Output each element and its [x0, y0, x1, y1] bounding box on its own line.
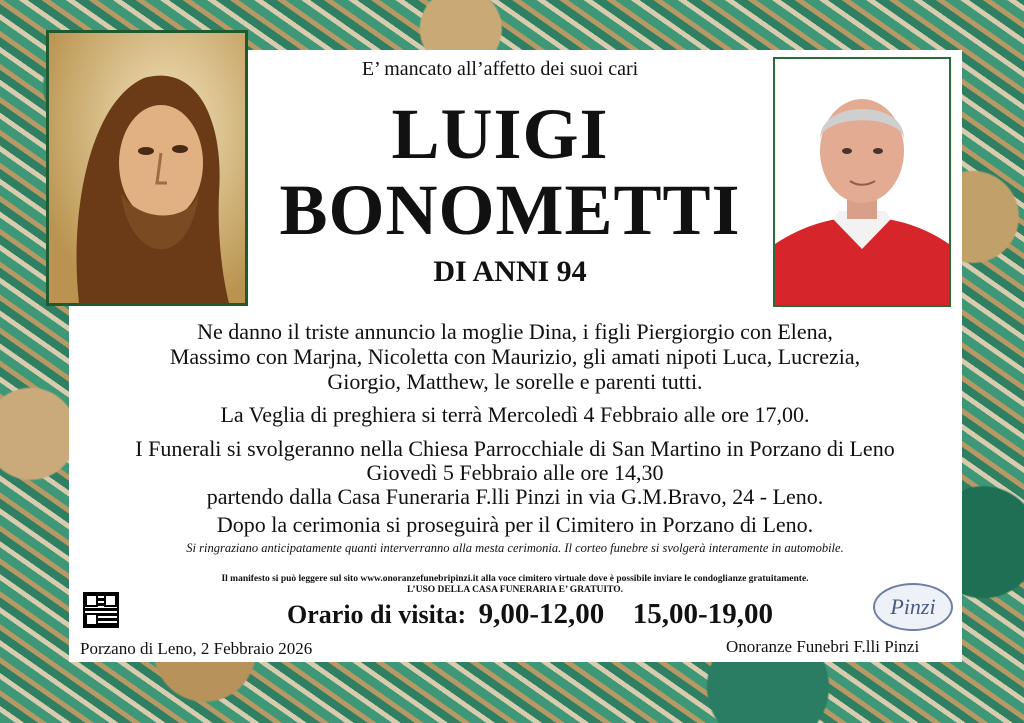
funeral-home-name: Onoranze Funebri F.lli Pinzi	[726, 637, 920, 656]
thanks-line: Si ringraziano anticipatamente quanti interverranno alla mesta cerimonia. Il corteo funebre si svolgerà interamente in automobile.	[186, 541, 844, 555]
free-use-note: L’USO DELLA CASA FUNERARIA E’ GRATUITO.	[406, 585, 624, 595]
place-and-date: Porzano di Leno, 2 Febbraio 2026	[80, 639, 313, 658]
online-note: Il manifesto si può leggere sul sito www.onoranzefunebripinzi.it alla voce cimitero virtuale dove è possibile inviare le condoglianze gratuitamente.	[221, 574, 809, 584]
funeral-line-1: I Funerali si svolgeranno nella Chiesa Parrocchiale di San Martino in Porzano di Leno	[135, 436, 895, 461]
visiting-hours	[250, 598, 810, 631]
visit-label: Orario di visita:	[287, 600, 467, 629]
announcement-line-3: Giorgio, Matthew, le sorelle e parenti tutti.	[327, 369, 703, 394]
visit-hours-afternoon: 15,00-19,00	[632, 598, 773, 630]
deceased-age: DI ANNI 94	[433, 255, 587, 288]
deceased-first-name: LUIGI	[391, 94, 609, 174]
logo-text: Pinzi	[890, 594, 936, 619]
funeral-line-2: Giovedì 5 Febbraio alle ore 14,30	[366, 460, 664, 485]
vigil-line: La Veglia di preghiera si terrà Mercoledì 4 Febbraio alle ore 17,00.	[220, 402, 810, 427]
pinzi-logo	[873, 583, 953, 631]
announcement-line-1: Ne danno il triste annuncio la moglie Dina, i figli Piergiorgio con Elena,	[197, 319, 833, 344]
funeral-line-3: partendo dalla Casa Funeraria F.lli Pinzi in via G.M.Bravo, 24 - Leno.	[206, 484, 824, 509]
cemetery-line: Dopo la cerimonia si proseguirà per il Cimitero in Porzano di Leno.	[216, 512, 814, 537]
visit-hours-morning: 9,00-12,00	[478, 598, 605, 630]
intro-line: E’ mancato all’affetto dei suoi cari	[361, 58, 639, 80]
announcement-line-2: Massimo con Marjna, Nicoletta con Maurizio, gli amati nipoti Luca, Lucrezia,	[169, 344, 861, 369]
qr-code-icon[interactable]	[83, 592, 119, 628]
man-photo-image	[775, 59, 949, 305]
deceased-last-name: BONOMETTI	[279, 170, 741, 250]
deceased-photo	[773, 57, 951, 307]
